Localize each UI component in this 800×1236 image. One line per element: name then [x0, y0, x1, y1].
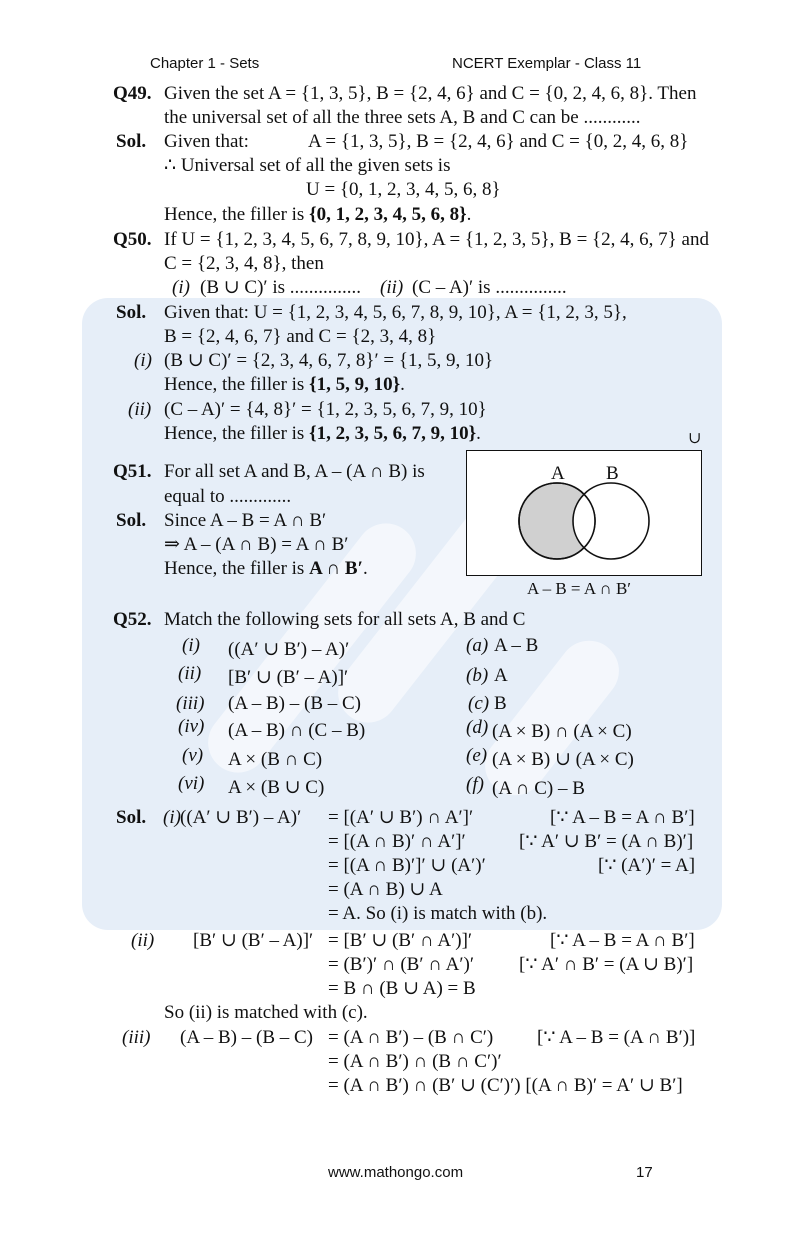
q51-label: Q51. — [113, 461, 152, 482]
q52-left-num: (iii) — [176, 693, 205, 714]
q52-left-text: A × (B ∩ C) — [228, 749, 323, 770]
q51-sol3 — [164, 557, 368, 581]
q52-s-ii-step2: = (B′)′ ∩ (B′ ∩ A′)′ — [328, 954, 475, 975]
q49-sol1b: A = {1, 3, 5}, B = {2, 4, 6} and C = {0, 2, 4, 6, 8} — [308, 131, 689, 152]
q49-sol1a: Given that: — [164, 131, 249, 152]
q52-label: Q52. — [113, 609, 152, 630]
q52-s-i-step2: = [(A ∩ B)′ ∩ A′]′ — [328, 831, 466, 852]
q52-s-i-lhs: ((A′ ∪ B′) – A)′ — [180, 807, 302, 828]
q49-period: . — [466, 204, 472, 225]
q52-left-num: (v) — [182, 745, 204, 766]
q50-i-label: (i) — [134, 350, 152, 371]
q52-line1: Match the following sets for all sets A, B and C — [164, 609, 526, 630]
q52-s-ii-lhs: [B′ ∪ (B′ – A)]′ — [193, 930, 314, 951]
venn-diagram — [466, 450, 702, 576]
q52-right-num: (d) — [466, 717, 489, 738]
q52-s-i-step3: = [(A ∩ B)′]′ ∪ (A′)′ — [328, 855, 486, 876]
q52-left-text: ((A′ ∪ B′) – A)′ — [228, 639, 350, 660]
q52-right-text: (A × B) ∪ (A × C) — [492, 749, 634, 770]
q49-sol-label: Sol. — [116, 131, 147, 152]
q52-left-num: (vi) — [178, 773, 205, 794]
q50-sol2: B = {2, 4, 6, 7} and C = {2, 3, 4, 8} — [164, 326, 437, 347]
q52-left-text: A × (B ∪ C) — [228, 777, 325, 798]
q50-part-ii-text: (C – A)′ is ............... — [412, 277, 567, 298]
q52-s-iii-step1: = (A ∩ B′) – (B ∩ C′) — [328, 1027, 494, 1048]
q50-i-fill-text: Hence, the filler is — [164, 374, 310, 395]
q52-s-iii-step3: = (A ∩ B′) ∩ (B′ ∪ (C′)′) [(A ∩ B)′ = A′ ∪ B′] — [328, 1075, 683, 1096]
q50-label: Q50. — [113, 229, 152, 250]
q50-ii-period: . — [476, 423, 481, 444]
q52-right-text: A – B — [494, 635, 539, 656]
q49-sol4-text: Hence, the filler is — [164, 204, 310, 225]
q51-answer: A ∩ B′ — [309, 558, 363, 579]
footer-website: www.mathongo.com — [328, 1164, 464, 1181]
q52-s-i-reason2: [∵ A′ ∪ B′ = (A ∩ B)′] — [519, 831, 694, 852]
q52-right-num: (e) — [466, 745, 488, 766]
q52-left-num: (ii) — [178, 663, 202, 684]
header-book: NCERT Exemplar - Class 11 — [452, 55, 642, 72]
q52-right-num: (a) — [466, 635, 489, 656]
q52-sol-label: Sol. — [116, 807, 147, 828]
q52-s-ii-step3: = B ∩ (B ∪ A) = B — [328, 978, 476, 999]
q49-sol4 — [164, 203, 471, 227]
q50-sol-label: Sol. — [116, 302, 147, 323]
q49-answer: {0, 1, 2, 3, 4, 5, 6, 8} — [309, 204, 467, 225]
q52-s-iii-num: (iii) — [122, 1027, 151, 1048]
q52-left-text: (A – B) ∩ (C – B) — [228, 720, 366, 741]
q50-part-ii-num: (ii) — [380, 277, 404, 298]
q50-line2: C = {2, 3, 4, 8}, then — [164, 253, 324, 274]
q52-right-text: (A × B) ∩ (A × C) — [492, 721, 632, 742]
q52-s-ii-reason2: [∵ A′ ∩ B′ = (A ∪ B)′] — [519, 954, 694, 975]
venn-universe-symbol: ∪ — [688, 430, 702, 447]
q51-line1: For all set A and B, A – (A ∩ B) is — [164, 461, 425, 482]
q51-sol2: ⇒ A – (A ∩ B) = A ∩ B′ — [164, 534, 349, 555]
q52-s-ii-conclusion: So (ii) is matched with (c). — [164, 1002, 368, 1023]
q50-part-i-text: (B ∪ C)′ is ............... — [200, 277, 361, 298]
q52-s-i-reason3: [∵ (A′)′ = A] — [598, 855, 696, 876]
q50-line1: If U = {1, 2, 3, 4, 5, 6, 7, 8, 9, 10}, A = {1, 2, 3, 5}, B = {2, 4, 6, 7} and — [164, 229, 709, 250]
q50-i-period: . — [400, 374, 405, 395]
q51-line2: equal to ............. — [164, 486, 292, 507]
q49-line2: the universal set of all the three sets A, B and C can be ............ — [164, 107, 641, 128]
header-chapter: Chapter 1 - Sets — [150, 55, 260, 72]
q52-left-num: (i) — [182, 635, 200, 656]
q52-s-i-step5: = A. So (i) is match with (b). — [328, 903, 548, 924]
q50-sol1: Given that: U = {1, 2, 3, 4, 5, 6, 7, 8, 9, 10}, A = {1, 2, 3, 5}, — [164, 302, 627, 323]
q49-label: Q49. — [113, 83, 152, 104]
q52-right-num: (f) — [466, 774, 484, 795]
q51-sol1: Since A – B = A ∩ B′ — [164, 510, 327, 531]
q49-sol2: ∴ Universal set of all the given sets is — [164, 155, 451, 176]
q52-s-i-num: (i) — [163, 807, 181, 828]
venn-caption: A – B = A ∩ B′ — [527, 579, 632, 598]
q52-s-ii-num: (ii) — [131, 930, 155, 951]
q50-i-text: (B ∪ C)′ = {2, 3, 4, 6, 7, 8}′ = {1, 5, 9, 10} — [164, 350, 494, 371]
footer-page-number: 17 — [636, 1164, 653, 1181]
venn-label-a: A — [551, 463, 565, 484]
q50-part-i-num: (i) — [172, 277, 190, 298]
q52-s-i-step1: = [(A′ ∪ B′) ∩ A′]′ — [328, 807, 474, 828]
q51-period: . — [362, 558, 368, 579]
venn-svg — [467, 451, 701, 575]
q52-s-i-step4: = (A ∩ B) ∪ A — [328, 879, 443, 900]
q52-s-iii-step2: = (A ∩ B′) ∩ (B ∩ C′)′ — [328, 1051, 502, 1072]
q50-i-answer: {1, 5, 9, 10} — [309, 374, 401, 395]
q49-line1: Given the set A = {1, 3, 5}, B = {2, 4, 6} and C = {0, 2, 4, 6, 8}. Then — [164, 83, 697, 104]
q52-left-text: [B′ ∪ (B′ – A)]′ — [228, 667, 349, 688]
q52-left-text: (A – B) – (B – C) — [228, 693, 361, 714]
q51-sol-label: Sol. — [116, 510, 147, 531]
venn-label-b: B — [606, 463, 619, 484]
q49-sol3: U = {0, 1, 2, 3, 4, 5, 6, 8} — [306, 179, 501, 200]
q50-i-fill — [164, 373, 405, 397]
q52-s-ii-reason1: [∵ A – B = A ∩ B′] — [550, 930, 695, 951]
q50-ii-label: (ii) — [128, 399, 152, 420]
q52-right-num: (c) — [468, 693, 490, 714]
q50-ii-answer: {1, 2, 3, 5, 6, 7, 9, 10} — [309, 423, 477, 444]
q52-s-iii-lhs: (A – B) – (B – C) — [180, 1027, 313, 1048]
q50-ii-text: (C – A)′ = {4, 8}′ = {1, 2, 3, 5, 6, 7, 9, 10} — [164, 399, 487, 420]
q52-right-text: B — [494, 693, 507, 714]
q50-ii-fill-text: Hence, the filler is — [164, 423, 310, 444]
q52-s-iii-reason1: [∵ A – B = (A ∩ B′)] — [537, 1027, 696, 1048]
q52-s-i-reason1: [∵ A – B = A ∩ B′] — [550, 807, 695, 828]
q52-right-num: (b) — [466, 665, 489, 686]
q52-s-ii-step1: = [B′ ∪ (B′ ∩ A′)]′ — [328, 930, 473, 951]
q51-sol3-text: Hence, the filler is — [164, 558, 310, 579]
q50-ii-fill — [164, 422, 481, 446]
q52-left-num: (iv) — [178, 716, 205, 737]
q52-right-text: (A ∩ C) – B — [492, 778, 585, 799]
q52-right-text: A — [494, 665, 508, 686]
